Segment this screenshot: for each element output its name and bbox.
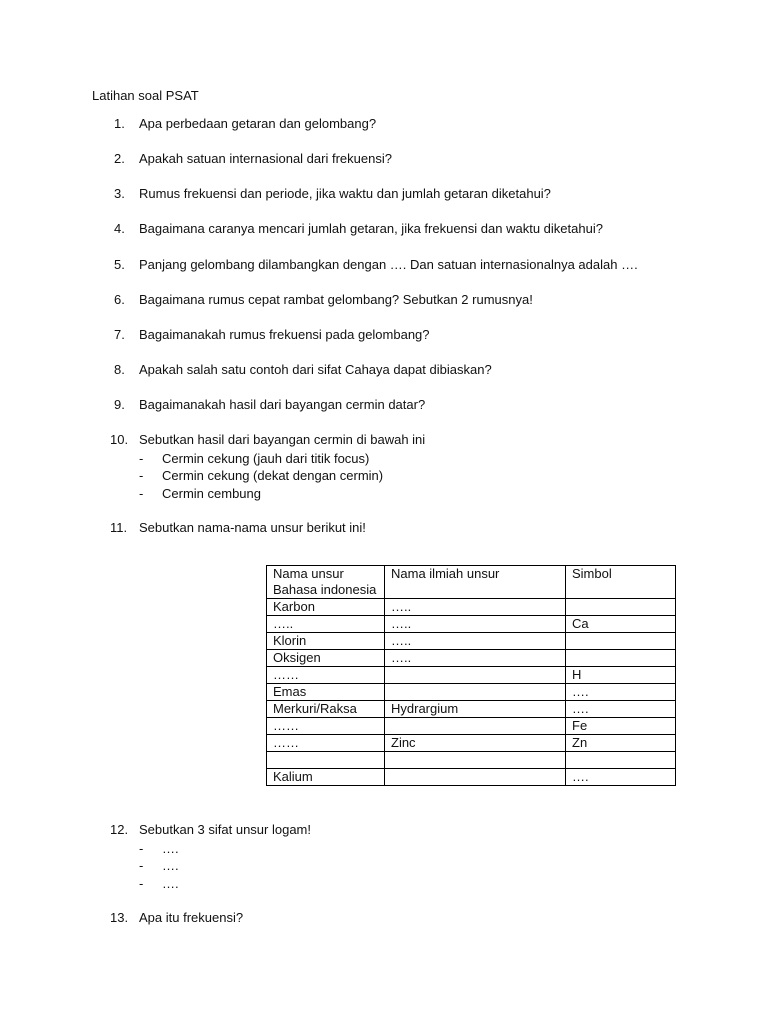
- table-cell: Karbon: [267, 599, 385, 616]
- table-cell: [566, 650, 676, 667]
- table-row: [267, 735, 676, 752]
- table-row: [267, 701, 676, 718]
- table-cell: Klorin: [267, 633, 385, 650]
- table-cell: ….: [566, 701, 676, 718]
- question-number: 5.: [114, 257, 125, 272]
- list-item: Cermin cekung (jauh dari titik focus): [162, 451, 370, 466]
- table-row: [267, 599, 676, 616]
- table-cell: Hydrargium: [385, 701, 566, 718]
- table-row: [267, 769, 676, 786]
- question-number: 9.: [114, 397, 125, 412]
- table-cell: …..: [385, 633, 566, 650]
- bullet-dash: -: [139, 876, 144, 891]
- question-text: Apa perbedaan getaran dan gelombang?: [139, 116, 377, 131]
- table-cell: Ca: [566, 616, 676, 633]
- question-number: 3.: [114, 186, 125, 201]
- question-number: 12.: [110, 822, 129, 837]
- table-cell: …..: [385, 616, 566, 633]
- list-item: Cermin cembung: [162, 486, 261, 501]
- table-row: [267, 650, 676, 667]
- question-text: Panjang gelombang dilambangkan dengan …. Dan satuan internasionalnya adalah ….: [139, 257, 638, 272]
- question-text: Apakah satuan internasional dari frekuensi?: [139, 151, 392, 166]
- list-item: ….: [162, 876, 179, 891]
- question-text: Bagaimanakah rumus frekuensi pada gelombang?: [139, 327, 430, 342]
- bullet-dash: -: [139, 486, 144, 501]
- header-cell-nama-ilmiah: Nama ilmiah unsur: [385, 566, 566, 599]
- document-title: Latihan soal PSAT: [92, 88, 199, 103]
- table-cell: [385, 752, 566, 769]
- list-item: ….: [162, 858, 179, 873]
- table-cell: Zinc: [385, 735, 566, 752]
- table-cell: Emas: [267, 684, 385, 701]
- question-text: Bagaimana rumus cepat rambat gelombang? Sebutkan 2 rumusnya!: [139, 292, 533, 307]
- question-number: 10.: [110, 432, 129, 447]
- table-header-row: [267, 566, 676, 599]
- question-text: Sebutkan 3 sifat unsur logam!: [139, 822, 311, 837]
- question-text: Bagaimanakah hasil dari bayangan cermin datar?: [139, 397, 426, 412]
- bullet-dash: -: [139, 468, 144, 483]
- table-cell: ……: [267, 667, 385, 684]
- table-cell: Oksigen: [267, 650, 385, 667]
- table-cell: Merkuri/Raksa: [267, 701, 385, 718]
- table-cell: [566, 633, 676, 650]
- question-text: Rumus frekuensi dan periode, jika waktu dan jumlah getaran diketahui?: [139, 186, 551, 201]
- table-cell: ….: [566, 684, 676, 701]
- table-cell: [566, 752, 676, 769]
- question-number: 8.: [114, 362, 125, 377]
- table-cell: [385, 684, 566, 701]
- question-text: Sebutkan hasil dari bayangan cermin di bawah ini: [139, 432, 426, 447]
- table-cell: …..: [385, 599, 566, 616]
- header-cell-simbol: Simbol: [566, 566, 676, 599]
- table-cell: ……: [267, 735, 385, 752]
- table-cell: ……: [267, 718, 385, 735]
- table-row: [267, 752, 676, 769]
- table-row: [267, 684, 676, 701]
- question-number: 7.: [114, 327, 125, 342]
- table-cell: [267, 752, 385, 769]
- table-row: [267, 718, 676, 735]
- table-cell: …..: [267, 616, 385, 633]
- question-number: 1.: [114, 116, 125, 131]
- question-text: Apakah salah satu contoh dari sifat Cahaya dapat dibiaskan?: [139, 362, 492, 377]
- table-row: [267, 633, 676, 650]
- table-row: [267, 667, 676, 684]
- table-cell: [385, 667, 566, 684]
- table-cell: [566, 599, 676, 616]
- elements-table: [266, 565, 676, 786]
- header-text: Nama unsur: [273, 566, 344, 581]
- table-cell: ….: [566, 769, 676, 786]
- bullet-dash: -: [139, 451, 144, 466]
- list-item: Cermin cekung (dekat dengan cermin): [162, 468, 384, 483]
- question-number: 13.: [110, 910, 129, 925]
- question-text: Sebutkan nama-nama unsur berikut ini!: [139, 520, 366, 535]
- question-number: 2.: [114, 151, 125, 166]
- table-cell: Kalium: [267, 769, 385, 786]
- header-cell-nama-unsur: [267, 566, 385, 599]
- question-text: Apa itu frekuensi?: [139, 910, 244, 925]
- table-cell: H: [566, 667, 676, 684]
- question-text: Bagaimana caranya mencari jumlah getaran, jika frekuensi dan waktu diketahui?: [139, 221, 603, 236]
- table-cell: Fe: [566, 718, 676, 735]
- question-number: 6.: [114, 292, 125, 307]
- table-cell: [385, 769, 566, 786]
- table-row: [267, 616, 676, 633]
- bullet-dash: -: [139, 841, 144, 856]
- table-cell: [385, 718, 566, 735]
- question-number: 11.: [110, 520, 128, 535]
- question-number: 4.: [114, 221, 125, 236]
- bullet-dash: -: [139, 858, 144, 873]
- list-item: ….: [162, 841, 179, 856]
- header-text: Bahasa indonesia: [273, 582, 377, 597]
- table-cell: …..: [385, 650, 566, 667]
- table-cell: Zn: [566, 735, 676, 752]
